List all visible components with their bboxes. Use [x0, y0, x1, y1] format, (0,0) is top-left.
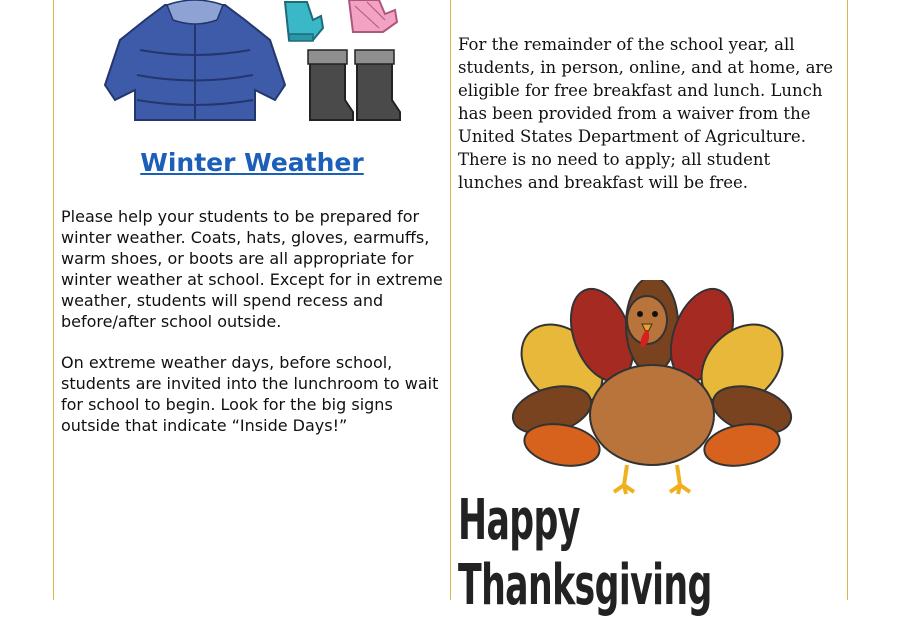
winter-preparation-paragraph: Please help your students to be prepared for winter weather. Coats, hats, gloves, earmuffs, warm shoes, or boots are all appropriate for winter weather at school. Except for in extreme weather, students will spend recess and before/after school outside.: [61, 207, 443, 331]
winter-weather-heading-link[interactable]: Winter Weather: [140, 148, 364, 177]
turkey-icon: [505, 280, 798, 494]
boots-icon: [308, 50, 400, 120]
column-divider-middle: [450, 0, 451, 600]
free-lunch-paragraph: For the remainder of the school year, all students, in person, online, and at home, are eligible for free breakfast and lunch. Lunch has been provided from a waiver from the United States Department of Agriculture. There is no need to apply; all student lunches and breakfast will be free.: [458, 35, 834, 192]
winter-clothes-illustration: [95, 0, 415, 130]
column-divider-left: [53, 0, 54, 600]
pink-mitten-icon: [349, 0, 397, 32]
blue-mitten-icon: [285, 2, 323, 41]
jacket-icon: [105, 0, 285, 120]
extreme-weather-paragraph: On extreme weather days, before school, students are invited into the lunchroom to wait for school to begin. Look for the big signs outside that indicate “Inside Days!”: [61, 353, 439, 435]
winter-weather-column: [55, 0, 449, 600]
happy-thanksgiving-text: Happy Thanksgiving: [458, 488, 712, 618]
lunch-column: [452, 0, 846, 618]
